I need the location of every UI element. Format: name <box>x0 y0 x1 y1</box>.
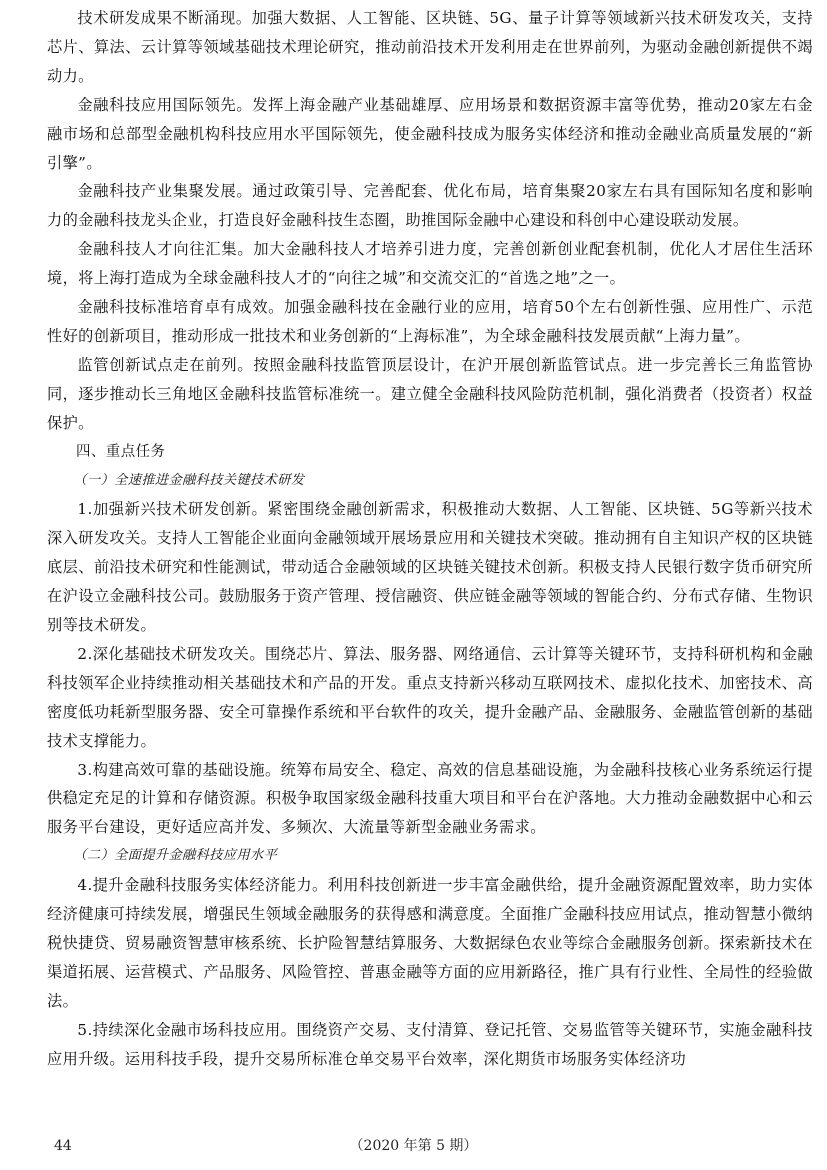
paragraph-regulatory-pilot: 监管创新试点走在前列。按照金融科技监管顶层设计，在沪开展创新监管试点。进一步完善长三角监管协同，逐步推动长三角地区金融科技监管标准统一。建立健全金融科技风险防范机制，强化消费者（投资者）权益保护。 <box>47 355 813 432</box>
paragraph-tech-rd: 技术研发成果不断涌现。加强大数据、人工智能、区块链、5G、量子计算等领域新兴技术研发攻关，支持芯片、算法、云计算等领域基础技术理论研究，推动前沿技术开发利用走在世界前列，为驱动金融创新提供不竭动力。 <box>47 9 813 85</box>
paragraph-task-1: 1.加强新兴技术研发创新。紧密围绕金融创新需求，积极推动大数据、人工智能、区块链、5G等新兴技术深入研发攻关。支持人工智能企业面向金融领域开展场景应用和关键技术突破。推动拥有自主知识产权的区块链底层、前沿技术研究和性能测试，带动适合金融领域的区块链关键技术创新。积极支持人民银行数字货币研究所在沪设立金融科技公司。鼓励服务于资产管理、授信融资、供应链金融等领域的智能合约、分布式存储、生物识别等技术研发。 <box>47 500 813 635</box>
article-body <box>47 4 813 1074</box>
paragraph-standards: 金融科技标准培育卓有成效。加强金融科技在金融行业的应用，培育50个左右创新性强、应用性广、示范性好的创新项目，推动形成一批技术和业务创新的“上海标准”，为全球金融科技发展贡献“上海力量”。 <box>47 298 813 345</box>
subsection-heading-2: （二）全面提升金融科技应用水平 <box>73 848 278 864</box>
subsection-heading-1: （一）全速推进金融科技关键技术研发 <box>73 472 305 488</box>
paragraph-industry-cluster: 金融科技产业集聚发展。通过政策引导、完善配套、优化布局，培育集聚20家左右具有国际知名度和影响力的金融科技龙头企业，打造良好金融科技生态圈，助推国际金融中心建设和科创中心建设联动发展。 <box>47 182 813 230</box>
page-footer <box>0 1130 827 1154</box>
paragraph-task-3: 3.构建高效可靠的基础设施。统筹布局安全、稳定、高效的信息基础设施，为金融科技核心业务系统运行提供稳定充足的计算和存储资源。积极争取国家级金融科技重大项目和平台在沪落地。大力推动金融数据中心和云服务平台建设，更好适应高并发、多频次、大流量等新型金融业务需求。 <box>47 760 813 837</box>
issue-label: （2020 年第 5 期） <box>349 1138 478 1154</box>
paragraph-talent: 金融科技人才向往汇集。加大金融科技人才培养引进力度，完善创新创业配套机制，优化人才居住生活环境，将上海打造成为全球金融科技人才的“向往之城”和交流交汇的“首选之地”之一。 <box>47 240 813 288</box>
paragraph-task-2: 2.深化基础技术研发攻关。围绕芯片、算法、服务器、网络通信、云计算等关键环节，支持科研机构和金融科技领军企业持续推动相关基础技术和产品的开发。重点支持新兴移动互联网技术、虚拟化技术、加密技术、高密度低功耗新型服务器、安全可靠操作系统和平台软件的攻关，提升金融产品、金融服务、金融监管创新的基础技术支撑能力。 <box>47 644 813 750</box>
section-heading-key-tasks: 四、重点任务 <box>76 443 166 460</box>
page-number: 44 <box>54 1138 72 1154</box>
paragraph-task-4: 4.提升金融科技服务实体经济能力。利用科技创新进一步丰富金融供给，提升金融资源配置效率，助力实体经济健康可持续发展，增强民生领域金融服务的获得感和满意度。全面推广金融科技应用试点，推动智慧小微纳税快捷贷、贸易融资智慧审核系统、长护险智慧结算服务、大数据绿色农业等综合金融服务创新。探索新技术在渠道拓展、运营模式、产品服务、风险管控、普惠金融等方面的应用新路径，推广具有行业性、全局性的经验做法。 <box>47 876 813 1010</box>
paragraph-task-5: 5.持续深化金融市场科技应用。围绕资产交易、支付清算、登记托管、交易监管等关键环节，实施金融科技应用升级。运用科技手段，提升交易所标准仓单交易平台效率，深化期货市场服务实体经济功 <box>47 1020 813 1068</box>
paragraph-fintech-application: 金融科技应用国际领先。发挥上海金融产业基础雄厚、应用场景和数据资源丰富等优势，推动20家左右金融市场和总部型金融机构科技应用水平国际领先，使金融科技成为服务实体经济和推动金融业高质量发展的“新引擎”。 <box>47 95 813 172</box>
